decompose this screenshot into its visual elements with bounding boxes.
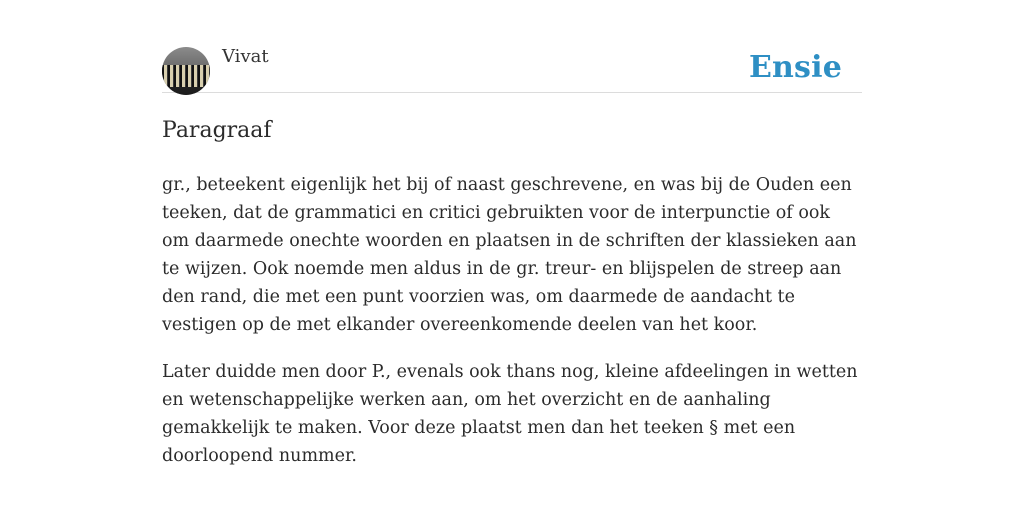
author-name[interactable]: Vivat bbox=[222, 46, 269, 67]
bookshelf-avatar-icon bbox=[162, 65, 210, 87]
brand-logo[interactable]: Ensie bbox=[748, 50, 842, 85]
article-paragraph-2: Later duidde men door P., evenals ook thans nog, kleine afdeelingen in wetten en wetenschappelijke werken aan, om het overzicht en de aanhaling gemakkelijk te maken. Voor deze plaatst men dan het teeken § met een doorloopend nummer. bbox=[162, 362, 858, 466]
header bbox=[162, 0, 862, 93]
article-paragraph-1: gr., beteekent eigenlijk het bij of naast geschrevene, en was bij de Ouden een teeken, dat de grammatici en critici gebruikten voor de interpunctie of ook om daarmede onechte woorden en plaatsen in de schriften der klassieken aan te wijzen. Ook noemde men aldus in de gr. treur- en blijspelen de streep aan den rand, die met een punt voorzien was, om daarmede de aandacht te vestigen op de met elkander overeenkomende deelen van het koor. bbox=[162, 175, 857, 335]
author-avatar[interactable] bbox=[162, 47, 210, 95]
page-title: Paragraaf bbox=[162, 118, 272, 143]
page bbox=[162, 0, 862, 470]
